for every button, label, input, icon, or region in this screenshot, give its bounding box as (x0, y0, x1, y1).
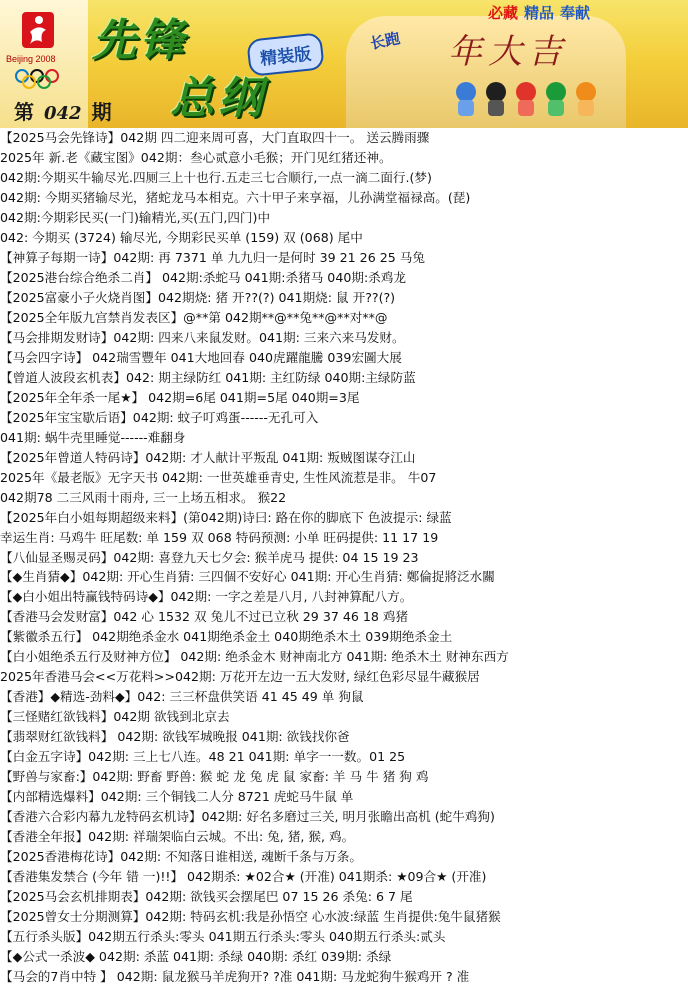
header-banner (0, 0, 688, 128)
text-line (0, 807, 495, 827)
text-line (0, 328, 405, 348)
text-line (0, 208, 270, 228)
text-line-content: 幸运生肖: 马鸡牛 旺尾数: 单 159 双 068 特码预测: 小单 旺码提供: 11 17 19 (0, 529, 439, 545)
text-line (0, 747, 405, 767)
text-line (0, 927, 445, 947)
text-line (0, 767, 429, 787)
text-line (0, 188, 470, 208)
mascot-body-icon (518, 100, 534, 116)
text-line (0, 627, 452, 647)
text-line (0, 907, 501, 927)
text-line (0, 408, 318, 428)
text-line-content: 【◆白小姐出特赢钱特码诗◆】042期: 一字之差是八月, 八封神算配八方。 (0, 589, 413, 605)
edition-badge: 精装版 (246, 32, 324, 77)
text-line-content: 【香港马会发财富】042 心 1532 双 兔儿不过已立秋 29 37 46 18 鸡猪 (0, 609, 409, 625)
text-line (0, 687, 364, 707)
text-line (0, 647, 509, 667)
tagline-word-2: 精品 (524, 4, 555, 22)
text-line-content: 【2025港台综合绝杀二肖】 042期:杀蛇马 041期:杀猪马 040期:杀鸡龙 (0, 269, 406, 285)
text-line (0, 548, 419, 568)
tagline-word-3: 奉献 (560, 4, 591, 22)
text-line (0, 787, 353, 807)
issue-prefix: 第 (14, 100, 34, 124)
text-line (0, 468, 436, 488)
text-line-content: 2025年《最老版》无字天书 042期: 一世英雄垂青史, 生性风流惹是非。 牛07 (0, 469, 437, 485)
text-line-content: 【香港全年报】042期: 祥瑞架临白云城。不出: 兔, 猪, 猴, 鸡。 (0, 829, 355, 845)
banner-tag: 长跑 (368, 29, 402, 53)
text-line-content: 【马会排期发财诗】042期: 四来八来鼠发财。041期: 三来六来马发财。 (0, 329, 405, 345)
issue-value: 042 (44, 103, 82, 124)
text-line (0, 567, 495, 587)
text-line-content: 【三怪赌红欲钱料】042期 欲钱到北京去 (0, 709, 230, 725)
text-line (0, 727, 350, 747)
text-line (0, 368, 416, 388)
text-line (0, 448, 415, 468)
text-line-content: 【马会四字诗】 042瑞雪豐年 041大地回春 040虎躍龍騰 039宏圖大展 (0, 349, 402, 365)
banner-calligraphy: 年大吉 (448, 32, 568, 72)
text-line-content: 【2025年宝宝歇后语】042期: 蚊子叮鸡蛋------无孔可入 (0, 409, 319, 425)
text-line-content: 【2025曾女士分期测算】042期: 特码玄机:我是孙悟空 心水波:绿蓝 生肖提供:兔牛鼠猪猴 (0, 909, 501, 925)
text-line-content: 041期: 蜗牛壳里睡觉------难翻身 (0, 429, 186, 445)
text-line (0, 607, 408, 627)
text-line-content: 【2025马会先锋诗】042期 四二迎来周可喜，大门直取四十一。 送云腾雨骤 (0, 130, 430, 145)
text-line-content: 【2025全年版九宫禁肖发表区】@**第 042期**@**兔**@**对**@ (0, 309, 388, 325)
text-line-content: 【2025富豪小子火烧肖图】042期烧: 猪 开??(?) 041期烧: 鼠 开??(?) (0, 289, 396, 305)
text-line-content: 【2025年曾道人特码诗】042期: 才人献计平叛乱 041期: 叛贼图谋夺江山 (0, 449, 416, 465)
text-line (0, 587, 412, 607)
text-line (0, 887, 413, 907)
mascot-body-icon (488, 100, 504, 116)
text-line (0, 148, 392, 168)
text-line-content: 【◆生肖猜◆】042期: 开心生肖猜: 三四個不安好心 041期: 开心生肖猜: 鄭倫捉將泛水關 (0, 569, 495, 585)
issue-number (14, 96, 112, 125)
text-line (0, 168, 432, 188)
text-line-content: 【内部精选爆料】042期: 三个铜钱二人分 8721 虎蛇马牛鼠 单 (0, 789, 354, 805)
text-line-content: 【2025马会玄机排期表】042期: 欲钱买会摆尾巴 07 15 26 杀兔: 6 7 尾 (0, 889, 413, 905)
mascot-body-icon (578, 100, 594, 116)
mascot-head-icon (486, 82, 506, 102)
text-line (0, 528, 438, 548)
text-line (0, 827, 354, 847)
mascot-head-icon (546, 82, 566, 102)
mascot-head-icon (576, 82, 596, 102)
text-line-content: 【香港】◆精选-劲料◆】042: 三三杯盘供笑语 41 45 49 单 狗鼠 (0, 689, 364, 705)
text-line-content: 042期78 二三风雨十雨舟, 三一上场五相求。 猴22 (0, 489, 287, 505)
text-line-content: 【香港集发禁合 (今年 错 一)!!】 042期杀: ★02合★ (开准) 041期杀: ★09合★ (开准) (0, 869, 487, 885)
text-line-content: 【五行杀头版】042期五行杀头:零头 041期五行杀头:零头 040期五行杀头:贰头 (0, 929, 446, 945)
tagline (488, 2, 596, 23)
text-line (0, 128, 429, 148)
text-line (0, 228, 363, 248)
text-line-content: 【香港六合彩内幕九龙特码玄机诗】042期: 好名多磨过三关, 明月张瞻出高机 (蛇牛鸡狗) (0, 809, 495, 825)
text-line (0, 947, 391, 967)
text-line-content: 【曾道人波段玄机表】042: 期主绿防红 041期: 主红防绿 040期:主绿防蓝 (0, 369, 416, 385)
text-line (0, 428, 186, 448)
text-line-content: 【2025年全年杀一尾★】 042期=6尾 041期=5尾 040期=3尾 (0, 389, 360, 405)
mascot-head-icon (456, 82, 476, 102)
text-line-content: 【紫徽杀五行】 042期绝杀金水 041期绝杀金土 040期绝杀木土 039期绝杀金土 (0, 629, 453, 645)
text-line-content: 【白金五字诗】042期: 三上七八连。48 21 041期: 单字一一数。01 25 (0, 749, 406, 765)
text-line (0, 388, 359, 408)
text-line (0, 488, 286, 508)
text-line-content: 【八仙显圣赐灵码】042期: 喜登九天七夕会: 猴羊虎马 提供: 04 15 19 23 (0, 549, 419, 565)
title-line-1: 先锋 (92, 15, 188, 66)
text-line (0, 288, 395, 308)
text-line (0, 268, 406, 288)
text-line-content: 【野兽与家畜:】042期: 野畜 野兽: 猴 蛇 龙 兔 虎 鼠 家畜: 羊 马 牛 猪 狗 鸡 (0, 769, 429, 785)
text-line (0, 308, 388, 328)
text-line-content: 【白小姐绝杀五行及财神方位】 042期: 绝杀金木 财神南北方 041期: 绝杀木土 财神东西方 (0, 649, 509, 665)
text-line (0, 248, 425, 268)
mascot-head-icon (516, 82, 536, 102)
text-line-content: 042: 今期买 (3724) 输尽光, 今期彩民买单 (159) 双 (068) 尾中 (0, 229, 363, 245)
text-line-content: 【马会的7肖中特 】 042期: 鼠龙猴马羊虎狗开? ?准 041期: 马龙蛇狗牛猴鸡开 ? 准 (0, 969, 470, 985)
issue-suffix: 期 (91, 100, 112, 124)
text-line (0, 348, 402, 368)
text-line-content: 【翡翠财红欲钱料】 042期: 欲钱军城晚报 041期: 欲钱找你爸 (0, 729, 350, 745)
text-line (0, 707, 230, 727)
text-line-content: 2025年香港马会<<万花料>>042期: 万花开左边一五大发财, 绿红色彩尽显牛藏猴居 (0, 669, 480, 685)
olympic-rings-icon (12, 68, 72, 90)
mascot-body-icon (548, 100, 564, 116)
text-line-content: 042期:今期买牛输尽光.四厕三上十也行.五走三七合顺行,一点一滴二面行.(梦) (0, 169, 432, 185)
text-line (0, 847, 362, 867)
tagline-word-1: 必藏 (488, 4, 519, 22)
mascot-body-icon (458, 100, 474, 116)
text-line (0, 667, 480, 687)
text-line-content: 042期: 今期买猪输尽光，猪蛇龙马本相克。六十甲子来享福，儿孙满堂福禄高。(琵) (0, 189, 471, 205)
beijing-2008-text: Beijing 2008 (6, 54, 56, 64)
title-line-2: 总纲 (170, 73, 266, 124)
beijing-olympic-emblem-icon (18, 10, 58, 50)
text-line (0, 967, 469, 987)
text-line-content: 【2025香港梅花诗】042期: 不知落日谁相送, 魂断千条与万条。 (0, 849, 362, 865)
text-line-content: 【◆公式一杀波◆ 042期: 杀蓝 041期: 杀绿 040期: 杀红 039期: 杀绿 (0, 949, 392, 965)
text-line-content: 【神算子每期一诗】042期: 再 7371 单 九九归一是何时 39 21 26 25 马兔 (0, 249, 425, 265)
text-line (0, 508, 452, 528)
text-line (0, 867, 486, 887)
text-line-content: 042期:今期彩民买(一门)输精光,买(五门,四门)中 (0, 209, 271, 225)
text-line-content: 【2025年白小姐每期超级来料】(第042期)诗曰: 路在你的脚底下 色波提示: 绿蓝 (0, 509, 452, 525)
text-line-content: 2025年 新.老《藏宝图》042期：叁心贰意小毛猴；开门见红猪还神。 (0, 149, 392, 165)
